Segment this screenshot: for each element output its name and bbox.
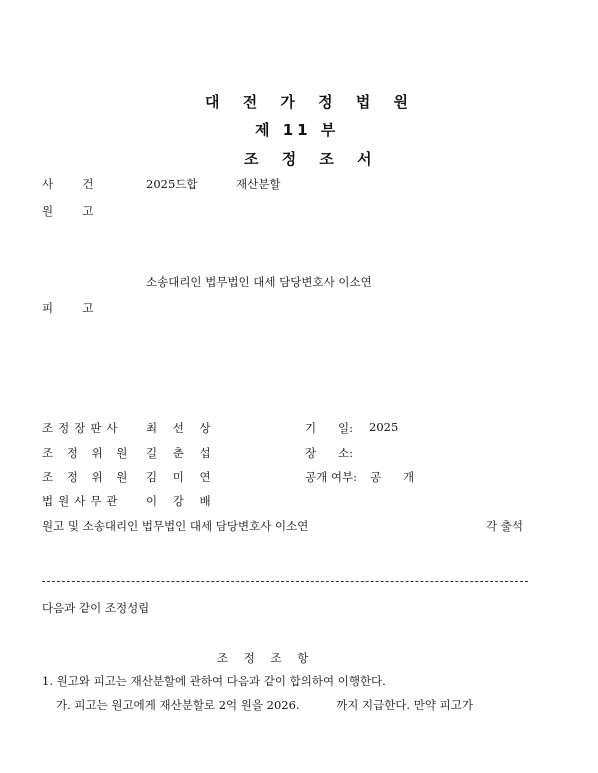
defendant-label: 피 고 <box>42 301 94 315</box>
official-role: 법원사무관 <box>42 494 123 508</box>
plaintiff-label: 원 고 <box>42 204 94 218</box>
case-name: 재산분할 <box>236 177 281 191</box>
location-label: 장 소: <box>305 446 354 460</box>
attendance-status: 각 출석 <box>486 519 523 533</box>
official-role: 조정장판사 <box>42 421 123 435</box>
term-item-1: 1. 원고와 피고는 재산분할에 관하여 다음과 같이 합의하여 이행한다. <box>42 674 386 688</box>
official-name: 최 선 상 <box>146 421 217 435</box>
official-role: 조 정 위 원 <box>42 470 133 484</box>
official-name: 이 강 배 <box>146 494 217 508</box>
hearing-date-value: 2025 <box>369 420 399 434</box>
dotted-divider <box>42 581 528 582</box>
document-title: 조 정 조 서 <box>244 150 381 168</box>
case-label: 사 건 <box>42 177 94 191</box>
official-name: 김 미 연 <box>146 470 217 484</box>
official-role: 조 정 위 원 <box>42 446 133 460</box>
case-number: 2025드합 <box>146 177 198 191</box>
plaintiff-counsel: 소송대리인 법무법인 대세 담당변호사 이소연 <box>146 275 372 289</box>
official-name: 길 춘 섭 <box>146 446 217 460</box>
division: 제 11 부 <box>255 121 340 139</box>
terms-heading: 조 정 조 항 <box>217 651 315 665</box>
public-label: 공개 여부: <box>305 470 357 484</box>
public-value: 공 개 <box>370 470 415 484</box>
court-name: 대 전 가 정 법 원 <box>205 93 418 111</box>
term-item-1a: 가. 피고는 원고에게 재산분할로 2억 원을 2026. 까지 지급한다. 만약 피고가 <box>56 698 473 712</box>
attendance-text: 원고 및 소송대리인 법무법인 대세 담당변호사 이소연 <box>42 519 309 533</box>
hearing-date-label: 기 일: <box>305 421 354 435</box>
outcome-text: 다음과 같이 조정성립 <box>42 601 150 615</box>
